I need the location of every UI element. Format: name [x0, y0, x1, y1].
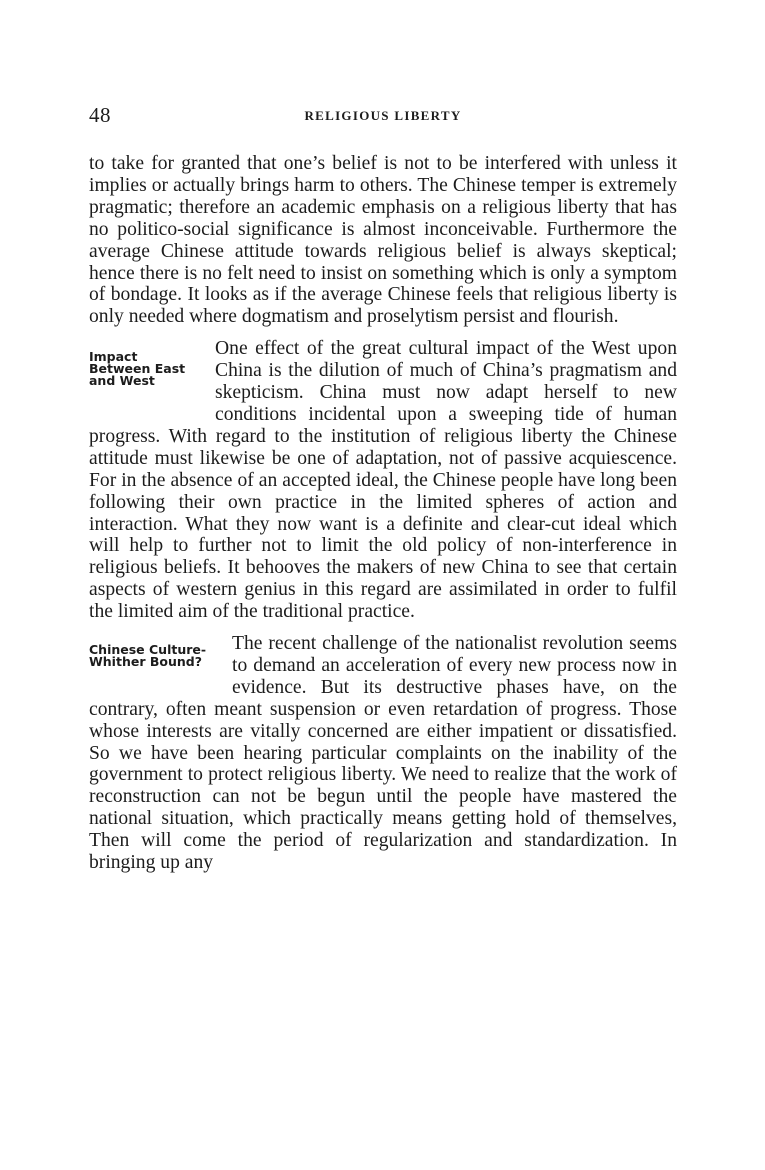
paragraph: The recent challenge of the nationalist revolution seems to demand an acceleration of every new process now in evidence. But its destructive phases have, on the contrary, often meant suspension or even retardation of progress. Those whose interests are vitally concerned are either impatient or dissatisfied. So we have been hearing particular complaints on the inability of the government to protect religious liberty. We need to realize that the work of reconstruction can not be begun until the people have mastered the national situation, which practically means getting hold of themselves, Then will come the period of regularization and standardization. In bringing up any: [89, 633, 677, 874]
marginal-heading-line: Whither Bound?: [89, 654, 202, 670]
paragraph: to take for granted that one’s belief is not to be interfered with unless it implies or actually brings harm to others. The Chinese temper is extremely pragmatic; therefore an academic emphasis on a religious liberty that has no politico-social significance is almost inconceivable. Furthermore the average Chinese attitude towards religious belief is always skeptical; hence there is no felt need to insist on something which is only a symptom of bondage. It looks as if the average Chinese feels that religious liberty is only needed where dogmatism and proselytism persist and flourish.: [89, 153, 677, 328]
body-text: [89, 153, 677, 874]
marginal-heading-line: and West: [89, 373, 155, 389]
marginal-heading-culture: [89, 633, 232, 697]
marginal-heading-line: Between East: [89, 361, 186, 377]
marginal-heading-impact: [89, 338, 215, 404]
page-number: 48: [89, 103, 111, 127]
marginal-heading-line: Chinese Culture-: [89, 642, 207, 658]
page-header: [89, 103, 677, 131]
marginal-heading-line: Impact: [89, 349, 138, 365]
running-title: RELIGIOUS LIBERTY: [304, 108, 462, 123]
paragraph: One effect of the great cultural impact of the West upon China is the dilution of much of China’s pragmatism and skepticism. China must now adapt herself to new conditions incidental upon a sweeping tide of human progress. With regard to the institution of religious liberty the Chinese attitude must likewise be one of adaptation, not of passive acquiescence. For in the absence of an accepted ideal, the Chinese people have long been following their own practice in the limited spheres of action and interaction. What they now want is a definite and clear-cut ideal which will help to further not to limit the old policy of non-interference in religious beliefs. It behooves the makers of new China to see that certain aspects of western genius in this regard are assimilated in order to fulfil the limited aim of the traditional practice.: [89, 338, 677, 623]
